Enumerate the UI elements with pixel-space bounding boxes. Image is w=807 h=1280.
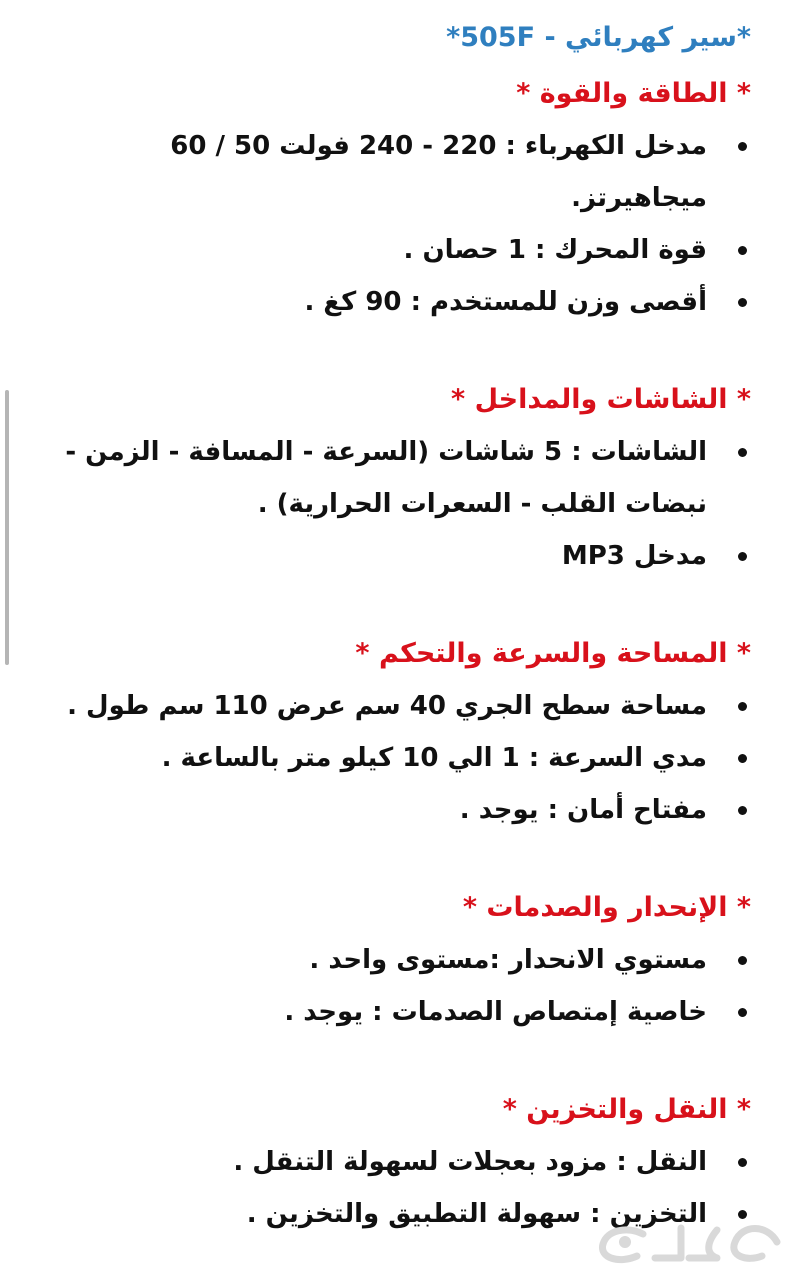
bullet-icon — [738, 1158, 747, 1167]
bullet-icon — [738, 142, 747, 151]
product-title: *سير كهربائي - 505F* — [446, 22, 751, 53]
list-item-text: النقل : مزود بعجلات لسهولة التنقل . — [233, 1147, 707, 1177]
list-item — [40, 426, 751, 530]
bullet-icon — [738, 246, 747, 255]
list-item-text: مفتاح أمان : يوجد . — [459, 795, 707, 825]
section-area-speed — [40, 634, 751, 836]
list-item — [40, 784, 751, 836]
bullet-icon — [738, 298, 747, 307]
list-item-text: مدخل MP3 — [561, 541, 707, 571]
spec-list — [40, 680, 751, 836]
section-incline — [40, 888, 751, 1038]
bullet-icon — [738, 754, 747, 763]
section-screens — [40, 380, 751, 582]
section-heading: * المساحة والسرعة والتحكم * — [355, 638, 751, 669]
bullet-icon — [738, 956, 747, 965]
bullet-icon — [738, 806, 747, 815]
bullet-icon — [738, 1008, 747, 1017]
haraj-watermark-logo — [577, 1212, 787, 1272]
bullet-icon — [738, 702, 747, 711]
list-item — [40, 530, 751, 582]
list-item-text: خاصية إمتصاص الصدمات : يوجد . — [284, 997, 707, 1027]
list-item-text: أقصى وزن للمستخدم : 90 كغ . — [304, 287, 707, 317]
list-item — [40, 680, 751, 732]
list-item-text: مساحة سطح الجري 40 سم عرض 110 سم طول . — [67, 691, 707, 721]
list-item — [40, 1136, 751, 1188]
list-item — [40, 732, 751, 784]
list-item-text: مدي السرعة : 1 الي 10 كيلو متر بالساعة . — [161, 743, 707, 773]
scrollbar[interactable] — [5, 390, 9, 665]
section-heading: * الإنحدار والصدمات * — [462, 892, 751, 923]
list-item-text: قوة المحرك : 1 حصان . — [403, 235, 707, 265]
section-heading: * الشاشات والمداخل * — [451, 384, 751, 415]
list-item-text: مدخل الكهرباء : 220 - 240 فولت 50 / 60 ميجاهيرتز. — [170, 131, 707, 213]
spec-list — [40, 120, 751, 328]
list-item-text: الشاشات : 5 شاشات (السرعة - المسافة - الزمن - نبضات القلب - السعرات الحرارية) . — [65, 437, 707, 519]
list-item — [40, 276, 751, 328]
spec-list — [40, 426, 751, 582]
list-item — [40, 224, 751, 276]
spec-list — [40, 934, 751, 1038]
list-item — [40, 120, 751, 224]
section-heading: * الطاقة والقوة * — [516, 78, 751, 109]
list-item-text: مستوي الانحدار :مستوى واحد . — [309, 945, 707, 975]
list-item-text: التخزين : سهولة التطبيق والتخزين . — [246, 1199, 707, 1229]
bullet-icon — [738, 448, 747, 457]
section-power — [40, 74, 751, 328]
bullet-icon — [738, 552, 747, 561]
section-heading: * النقل والتخزين * — [502, 1094, 751, 1125]
list-item — [40, 934, 751, 986]
list-item — [40, 986, 751, 1038]
